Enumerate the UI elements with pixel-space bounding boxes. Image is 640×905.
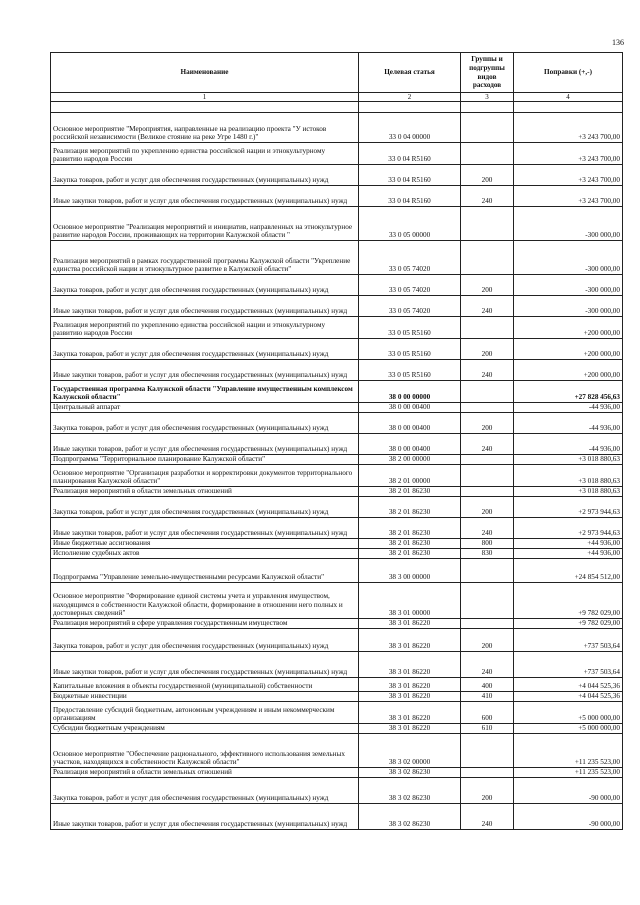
row-code-cell: 33 0 05 R5160 [359,360,461,381]
row-group-cell [461,317,514,339]
row-amount-cell: +200 000,00 [514,339,623,360]
row-group-cell: 240 [461,518,514,539]
row-group-cell [461,113,514,143]
table-row [51,652,623,678]
row-group-cell: 200 [461,629,514,652]
row-code-cell: 33 0 05 74020 [359,296,461,317]
row-name-cell: Реализация мероприятий в сфере управления государственным имуществом [51,619,359,629]
table-row [51,113,623,143]
row-name-cell: Бюджетные инвестиции [51,692,359,702]
row-code-cell: 38 3 01 00000 [359,583,461,619]
row-group-cell [461,487,514,497]
table-row [51,497,623,518]
row-group-cell: 410 [461,692,514,702]
row-group-cell: 200 [461,497,514,518]
row-group-cell: 240 [461,434,514,455]
header-amendments: Поправки (+,-) [514,53,623,93]
row-amount-cell: +3 243 700,00 [514,143,623,165]
row-name-cell: Закупка товаров, работ и услуг для обеспечения государственных (муниципальных) нужд [51,629,359,652]
row-code-cell: 38 2 01 86230 [359,487,461,497]
row-name-cell: Реализация мероприятий в области земельных отношений [51,768,359,778]
row-code-cell: 38 3 01 86220 [359,702,461,724]
row-group-cell: 610 [461,724,514,734]
row-group-cell [461,465,514,487]
row-group-cell [461,455,514,465]
table-row [51,413,623,434]
row-code-cell: 38 2 00 00000 [359,455,461,465]
table-row [51,455,623,465]
row-amount-cell: -44 936,00 [514,434,623,455]
row-name-cell: Государственная программа Калужской области "Управление имущественным комплексом Калужской области" [51,381,359,403]
row-amount-cell: +3 243 700,00 [514,113,623,143]
blank-cell [461,102,514,113]
row-name-cell: Основное мероприятие "Организация разработки и корректировки документов территориального планирования Калужской области" [51,465,359,487]
row-code-cell: 38 0 00 00400 [359,434,461,455]
row-name-cell: Реализация мероприятий по укреплению единства российской нации и этнокультурному развитию народов России [51,317,359,339]
row-code-cell: 38 3 01 86220 [359,724,461,734]
row-amount-cell: -300 000,00 [514,207,623,241]
table-row [51,165,623,186]
budget-amendments-table [50,52,623,830]
table-row [51,275,623,296]
row-name-cell: Закупка товаров, работ и услуг для обеспечения государственных (муниципальных) нужд [51,778,359,804]
row-code-cell: 38 2 01 86230 [359,497,461,518]
row-amount-cell: +200 000,00 [514,360,623,381]
table-row [51,296,623,317]
blank-row [51,102,623,113]
row-code-cell: 38 3 01 86220 [359,678,461,692]
row-amount-cell: +200 000,00 [514,317,623,339]
row-name-cell: Иные закупки товаров, работ и услуг для обеспечения государственных (муниципальных) нужд [51,360,359,381]
page-number: 136 [612,38,624,47]
row-name-cell: Закупка товаров, работ и услуг для обеспечения государственных (муниципальных) нужд [51,339,359,360]
row-code-cell: 38 2 01 86230 [359,518,461,539]
row-amount-cell: +3 243 700,00 [514,165,623,186]
row-name-cell: Закупка товаров, работ и услуг для обеспечения государственных (муниципальных) нужд [51,497,359,518]
row-amount-cell: +27 828 456,63 [514,381,623,403]
row-name-cell: Реализация мероприятий в области земельных отношений [51,487,359,497]
row-group-cell: 240 [461,652,514,678]
row-amount-cell: +3 018 880,63 [514,487,623,497]
row-amount-cell: +737 503,64 [514,652,623,678]
table-row [51,678,623,692]
row-amount-cell: +24 854 512,00 [514,559,623,583]
table-row [51,403,623,413]
row-code-cell: 33 0 05 R5160 [359,317,461,339]
row-code-cell: 38 3 01 86220 [359,652,461,678]
row-amount-cell: -90 000,00 [514,778,623,804]
row-group-cell: 200 [461,275,514,296]
column-number: 1 [51,93,359,102]
row-name-cell: Иные бюджетные ассигнования [51,539,359,549]
row-code-cell: 38 0 00 00400 [359,403,461,413]
row-group-cell: 200 [461,165,514,186]
row-name-cell: Основное мероприятие "Обеспечение рационального, эффективного использования земельных участков, находящихся в собственности Калужской области" [51,734,359,768]
table-row [51,339,623,360]
table-row [51,629,623,652]
row-code-cell: 38 3 02 86230 [359,804,461,830]
row-code-cell: 38 3 02 86230 [359,768,461,778]
row-amount-cell: +5 000 000,00 [514,724,623,734]
row-name-cell: Закупка товаров, работ и услуг для обеспечения государственных (муниципальных) нужд [51,275,359,296]
table-row [51,702,623,724]
row-amount-cell: +2 973 944,63 [514,518,623,539]
row-group-cell [461,381,514,403]
row-amount-cell: +737 503,64 [514,629,623,652]
row-name-cell: Исполнение судебных актов [51,549,359,559]
row-code-cell: 33 0 05 R5160 [359,339,461,360]
row-code-cell: 38 3 01 86220 [359,619,461,629]
row-code-cell: 38 3 01 86220 [359,629,461,652]
row-group-cell: 200 [461,778,514,804]
row-name-cell: Иные закупки товаров, работ и услуг для обеспечения государственных (муниципальных) нужд [51,296,359,317]
row-code-cell: 33 0 05 74020 [359,241,461,275]
row-amount-cell: +5 000 000,00 [514,702,623,724]
row-code-cell: 38 0 00 00000 [359,381,461,403]
table-row [51,487,623,497]
header-expense-group: Группы и подгруппы видов расходов [461,53,514,93]
row-code-cell: 33 0 04 00000 [359,113,461,143]
table-row [51,518,623,539]
row-amount-cell: +3 243 700,00 [514,186,623,207]
row-group-cell [461,619,514,629]
row-name-cell: Иные закупки товаров, работ и услуг для обеспечения государственных (муниципальных) нужд [51,186,359,207]
table-body [51,113,623,830]
table-row [51,778,623,804]
row-name-cell: Центральный аппарат [51,403,359,413]
row-name-cell: Реализация мероприятий в рамках государственной программы Калужской области "Укрепление единства российской нации и этнокультурное развитие в Калужской области" [51,241,359,275]
blank-cell [51,102,359,113]
row-name-cell: Иные закупки товаров, работ и услуг для обеспечения государственных (муниципальных) нужд [51,518,359,539]
table-row [51,434,623,455]
row-name-cell: Иные закупки товаров, работ и услуг для обеспечения государственных (муниципальных) нужд [51,652,359,678]
row-amount-cell: +11 235 523,00 [514,768,623,778]
row-group-cell: 240 [461,186,514,207]
row-name-cell: Закупка товаров, работ и услуг для обеспечения государственных (муниципальных) нужд [51,413,359,434]
table-row [51,583,623,619]
row-code-cell: 38 3 01 86220 [359,692,461,702]
table-row [51,768,623,778]
row-name-cell: Подпрограмма "Территориальное планирование Калужской области" [51,455,359,465]
row-group-cell: 600 [461,702,514,724]
row-group-cell: 240 [461,296,514,317]
row-name-cell: Иные закупки товаров, работ и услуг для обеспечения государственных (муниципальных) нужд [51,804,359,830]
row-amount-cell: -90 000,00 [514,804,623,830]
row-name-cell: Основное мероприятие "Мероприятия, направленные на реализацию проекта "У истоков российской независимости (Великое стояние на реке Угре 1480 г.)" [51,113,359,143]
column-number: 3 [461,93,514,102]
row-code-cell: 38 0 00 00400 [359,413,461,434]
row-group-cell [461,241,514,275]
table-row [51,549,623,559]
table-row [51,619,623,629]
row-amount-cell: +4 044 525,36 [514,678,623,692]
row-code-cell: 38 3 02 00000 [359,734,461,768]
row-group-cell: 240 [461,804,514,830]
row-name-cell: Основное мероприятие "Формирование единой системы учета и управления имуществом, находящимся в собственности Калужской области, формирование в отношении него полных и достоверных сведений" [51,583,359,619]
table-row [51,317,623,339]
row-code-cell: 38 2 01 86230 [359,549,461,559]
row-group-cell [461,734,514,768]
row-amount-cell: +3 018 880,63 [514,465,623,487]
table-row [51,381,623,403]
row-group-cell: 800 [461,539,514,549]
row-code-cell: 38 3 02 86230 [359,778,461,804]
table-row [51,734,623,768]
row-name-cell: Предоставление субсидий бюджетным, автономным учреждениям и иным некоммерческим организациям [51,702,359,724]
row-code-cell: 33 0 05 74020 [359,275,461,296]
row-amount-cell: +9 782 029,00 [514,619,623,629]
row-code-cell: 33 0 04 R5160 [359,186,461,207]
header-target-article: Целевая статья [359,53,461,93]
row-group-cell: 200 [461,413,514,434]
row-code-cell: 33 0 04 R5160 [359,165,461,186]
table-header-row [51,53,623,93]
table-row [51,186,623,207]
table-row [51,559,623,583]
row-name-cell: Капитальные вложения в объекты государственной (муниципальной) собственности [51,678,359,692]
row-code-cell: 38 3 00 00000 [359,559,461,583]
table-row [51,692,623,702]
row-code-cell: 33 0 05 00000 [359,207,461,241]
row-name-cell: Иные закупки товаров, работ и услуг для обеспечения государственных (муниципальных) нужд [51,434,359,455]
row-group-cell [461,583,514,619]
row-name-cell: Закупка товаров, работ и услуг для обеспечения государственных (муниципальных) нужд [51,165,359,186]
row-code-cell: 38 2 01 86230 [359,539,461,549]
row-code-cell: 33 0 04 R5160 [359,143,461,165]
header-name: Наименование [51,53,359,93]
row-name-cell: Субсидии бюджетным учреждениям [51,724,359,734]
column-number-row [51,93,623,102]
table-row [51,207,623,241]
row-amount-cell: +3 018 880,63 [514,455,623,465]
blank-cell [359,102,461,113]
table-row [51,360,623,381]
row-group-cell: 200 [461,339,514,360]
row-group-cell: 400 [461,678,514,692]
row-amount-cell: +44 936,00 [514,539,623,549]
row-name-cell: Основное мероприятие "Реализация мероприятий и инициатив, направленных на этнокультурное развитие народов России, проживающих на территории Калужской области " [51,207,359,241]
row-group-cell: 830 [461,549,514,559]
table-row [51,143,623,165]
row-group-cell [461,207,514,241]
row-amount-cell: -300 000,00 [514,241,623,275]
table-row [51,465,623,487]
row-group-cell [461,768,514,778]
row-amount-cell: +4 044 525,36 [514,692,623,702]
table-row [51,724,623,734]
row-amount-cell: +11 235 523,00 [514,734,623,768]
row-amount-cell: -300 000,00 [514,275,623,296]
row-group-cell [461,559,514,583]
row-amount-cell: -300 000,00 [514,296,623,317]
row-amount-cell: -44 936,00 [514,413,623,434]
column-number: 4 [514,93,623,102]
row-amount-cell: +2 973 944,63 [514,497,623,518]
table-row [51,804,623,830]
blank-cell [514,102,623,113]
row-name-cell: Подпрограмма "Управление земельно-имущественными ресурсами Калужской области" [51,559,359,583]
row-amount-cell: +9 782 029,00 [514,583,623,619]
column-number: 2 [359,93,461,102]
table-row [51,241,623,275]
table-row [51,539,623,549]
row-amount-cell: +44 936,00 [514,549,623,559]
row-code-cell: 38 2 01 00000 [359,465,461,487]
row-group-cell: 240 [461,360,514,381]
row-group-cell [461,143,514,165]
row-group-cell [461,403,514,413]
row-amount-cell: -44 936,00 [514,403,623,413]
row-name-cell: Реализация мероприятий по укреплению единства российской нации и этнокультурному развитию народов России [51,143,359,165]
